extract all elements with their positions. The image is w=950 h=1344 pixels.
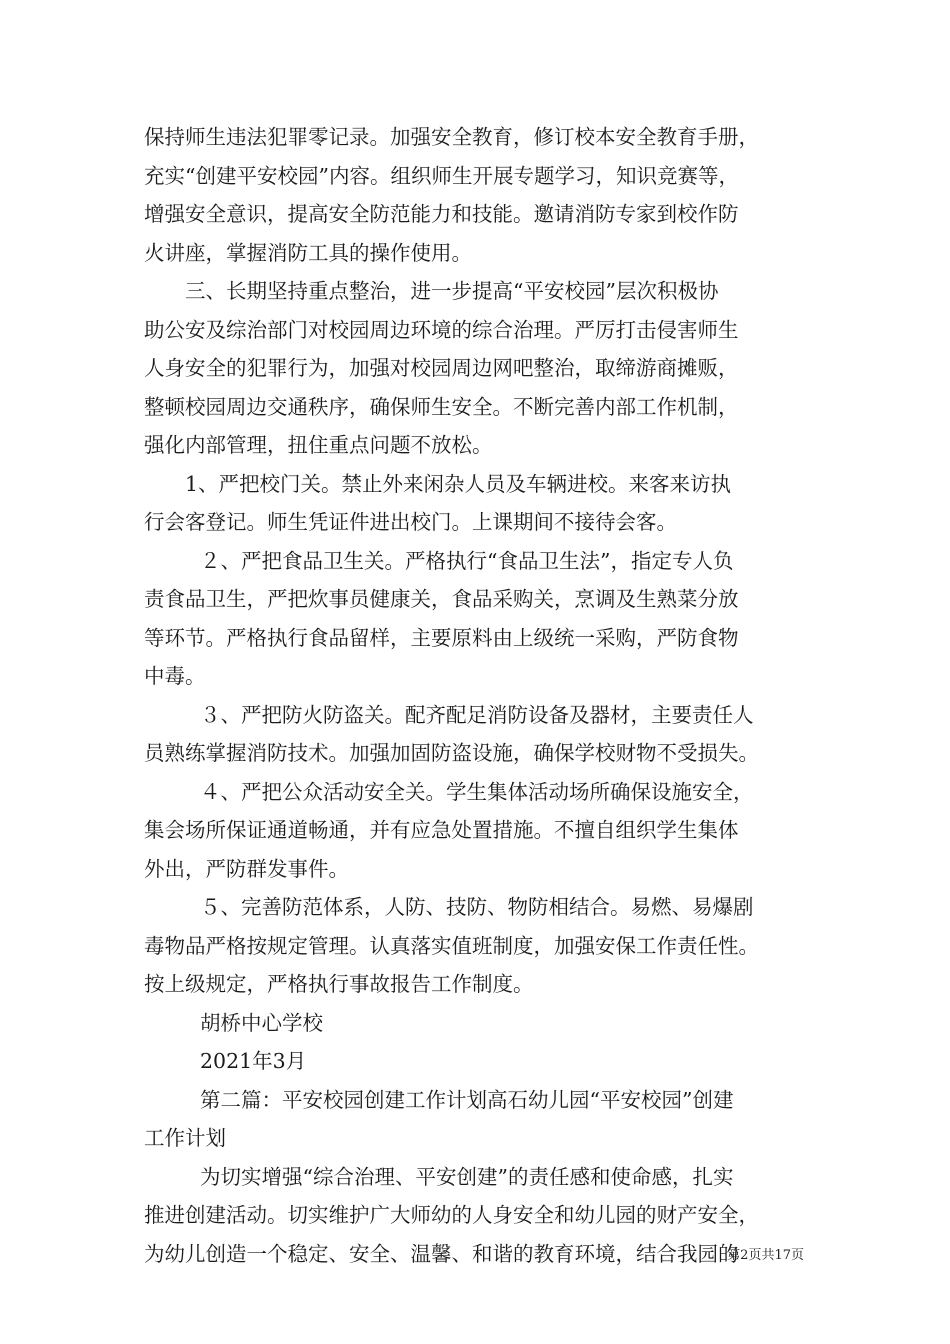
text-line: 为幼儿创造一个稳定、安全、温馨、和谐的教育环境，结合我园的 (144, 1241, 739, 1266)
list-item-line: 1、严把校门关。禁止外来闲杂人员及车辆进校。来客来访执 (185, 471, 732, 496)
list-item-line: ３、严把防火防盗关。配齐配足消防设备及器材，主要责任人 (200, 702, 754, 727)
text-line: 等环节。严格执行食品留样，主要原料由上级统一采购，严防食物 (144, 625, 739, 650)
text-line: 集会场所保证通道畅通，并有应急处置措施。不擅自组织学生集体 (144, 818, 739, 842)
chapter-title-line: 工作计划 (144, 1126, 226, 1150)
text-line: 整顿校园周边交通秩序，确保师生安全。不断完善内部工作机制， (144, 394, 739, 419)
list-item-line: ５、完善防范体系，人防、技防、物防相结合。易燃、易爆剧 (200, 895, 754, 919)
page-number: 第2页共17页 (727, 1248, 804, 1263)
text-line: 按上级规定，严格执行事故报告工作制度。 (144, 972, 534, 996)
text-line: 责食品卫生，严把炊事员健康关，食品采购关，烹调及生熟菜分放 (144, 587, 739, 611)
text-line: 增强安全意识，提高安全防范能力和技能。邀请消防专家到校作防 (144, 202, 739, 226)
list-item-line: ２、严把食品卫生关。严格执行“食品卫生法”，指定专人负 (200, 548, 734, 573)
signature-school: 胡桥中心学校 (200, 1010, 323, 1035)
text-line: 火讲座，掌握消防工具的操作使用。 (144, 240, 472, 265)
text-line: 人身安全的犯罪行为，加强对校园周边网吧整治，取缔游商摊贩， (144, 356, 739, 380)
text-line: 保持师生违法犯罪零记录。加强安全教育，修订校本安全教育手册， (144, 125, 759, 149)
text-line: 外出，严防群发事件。 (144, 856, 349, 881)
text-line: 行会客登记。师生凭证件进出校门。上课期间不接待会客。 (144, 510, 677, 534)
chapter-title-line: 第二篇：平安校园创建工作计划高石幼儿园“平安校园”创建 (200, 1087, 734, 1112)
list-item-line: ４、严把公众活动安全关。学生集体活动场所确保设施安全， (200, 779, 754, 804)
text-line: 助公安及综治部门对校园周边环境的综合治理。严厉打击侵害师生 (144, 317, 739, 342)
text-line: 充实“创建平安校园”内容。组织师生开展专题学习，知识竞赛等， (144, 163, 739, 188)
text-line: 员熟练掌握消防技术。加强加固防盗设施，确保学校财物不受损失。 (144, 741, 759, 765)
section-heading-line: 三、长期坚持重点整治，进一步提高“平安校园”层次积极协 (185, 279, 719, 303)
text-line: 推进创建活动。切实维护广大师幼的人身安全和幼儿园的财产安全， (144, 1203, 759, 1227)
signature-date: 2021年3月 (200, 1049, 307, 1073)
document-body (144, 118, 810, 1273)
text-line: 强化内部管理，扭住重点问题不放松。 (144, 433, 493, 457)
text-line: 为切实增强“综合治理、平安创建”的责任感和使命感，扎实 (200, 1164, 734, 1189)
text-line: 毒物品严格按规定管理。认真落实值班制度，加强安保工作责任性。 (144, 933, 759, 958)
text-line: 中毒。 (144, 664, 206, 688)
